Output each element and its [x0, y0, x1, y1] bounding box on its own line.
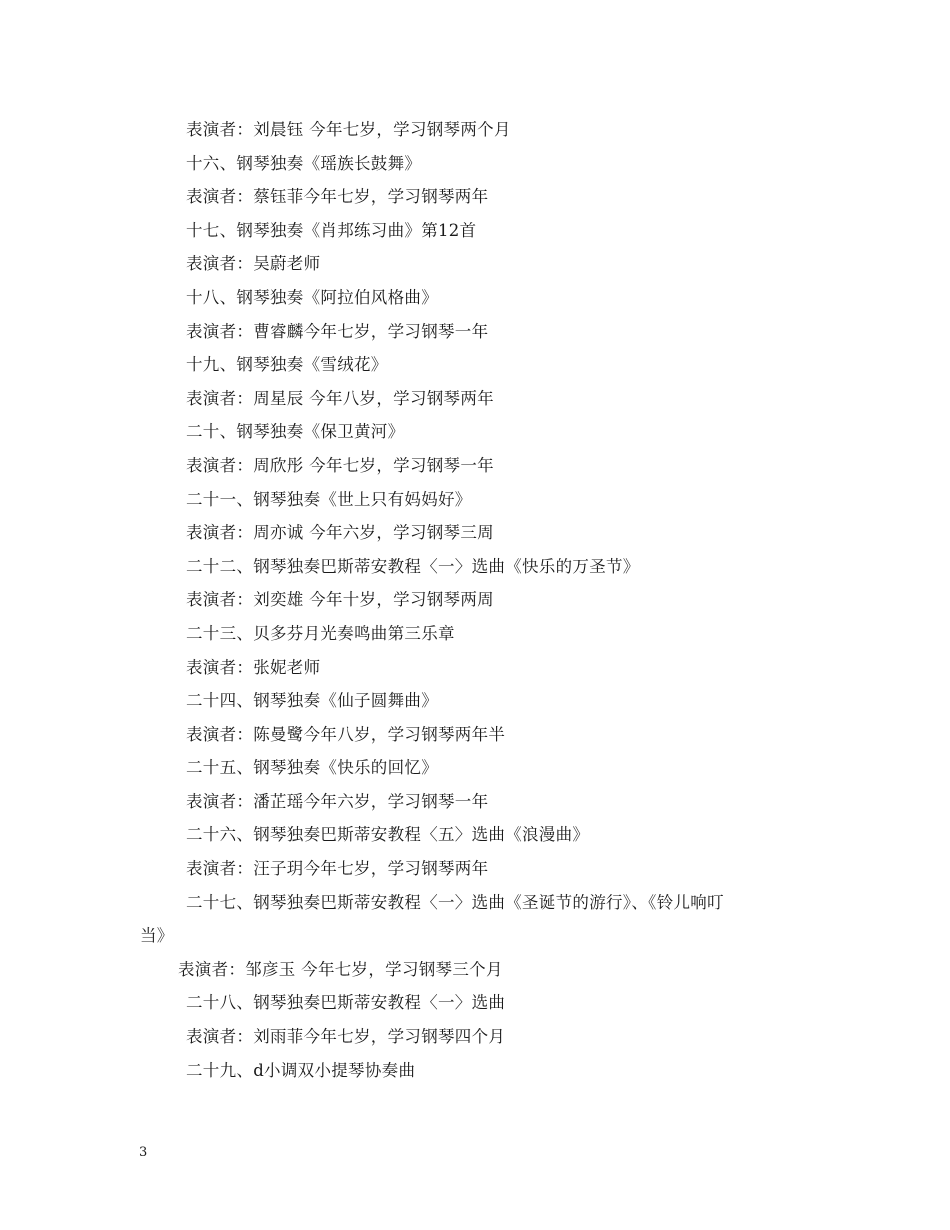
page-number: 3	[139, 1145, 148, 1160]
program-item: 二十三、贝多芬月光奏鸣曲第三乐章	[186, 623, 455, 643]
program-list	[0, 116, 950, 1090]
program-item: 二十八、钢琴独奏巴斯蒂安教程〈一〉选曲	[186, 993, 506, 1013]
performer-line: 表演者：蔡钰菲今年七岁，学习钢琴两年	[186, 187, 489, 207]
program-item: 二十九、d小调双小提琴协奏曲	[186, 1060, 416, 1080]
program-item: 十七、钢琴独奏《肖邦练习曲》第12首	[186, 220, 477, 240]
program-item: 二十七、钢琴独奏巴斯蒂安教程〈一〉选曲《圣诞节的游行》、《铃儿响叮	[186, 892, 724, 912]
performer-line: 表演者：邹彦玉 今年七岁，学习钢琴三个月	[178, 959, 503, 979]
program-item: 二十一、钢琴独奏《世上只有妈妈好》	[186, 489, 472, 509]
performer-line: 表演者：周星辰 今年八岁，学习钢琴两年	[186, 388, 494, 408]
program-item-continuation: 当》	[140, 926, 174, 946]
performer-line: 表演者：张妮老师	[186, 657, 321, 677]
program-item: 二十五、钢琴独奏《快乐的回忆》	[186, 758, 438, 778]
program-item: 十八、钢琴独奏《阿拉伯风格曲》	[186, 287, 438, 307]
performer-line: 表演者：陈曼鹭今年八岁，学习钢琴两年半	[186, 724, 506, 744]
program-item: 二十、钢琴独奏《保卫黄河》	[186, 422, 405, 442]
performer-line: 表演者：刘雨菲今年七岁，学习钢琴四个月	[186, 1027, 506, 1047]
performer-line: 表演者：周欣彤 今年七岁，学习钢琴一年	[186, 455, 494, 475]
program-item: 十九、钢琴独奏《雪绒花》	[186, 355, 388, 375]
program-item: 二十四、钢琴独奏《仙子圆舞曲》	[186, 691, 438, 711]
performer-line: 表演者：刘奕雄 今年十岁，学习钢琴两周	[186, 590, 494, 610]
performer-line: 表演者：周亦诚 今年六岁，学习钢琴三周	[186, 523, 494, 543]
program-item: 十六、钢琴独奏《瑶族长鼓舞》	[186, 153, 422, 173]
performer-line: 表演者：吴蔚老师	[186, 254, 321, 274]
program-item: 二十二、钢琴独奏巴斯蒂安教程〈一〉选曲《快乐的万圣节》	[186, 556, 640, 576]
performer-line: 表演者：刘晨钰 今年七岁，学习钢琴两个月	[186, 120, 511, 139]
performer-line: 表演者：汪子玥今年七岁，学习钢琴两年	[186, 859, 489, 879]
performer-line: 表演者：潘芷瑶今年六岁，学习钢琴一年	[186, 791, 489, 811]
program-item: 二十六、钢琴独奏巴斯蒂安教程〈五〉选曲《浪漫曲》	[186, 825, 590, 845]
performer-line: 表演者：曹睿麟今年七岁，学习钢琴一年	[186, 321, 489, 341]
